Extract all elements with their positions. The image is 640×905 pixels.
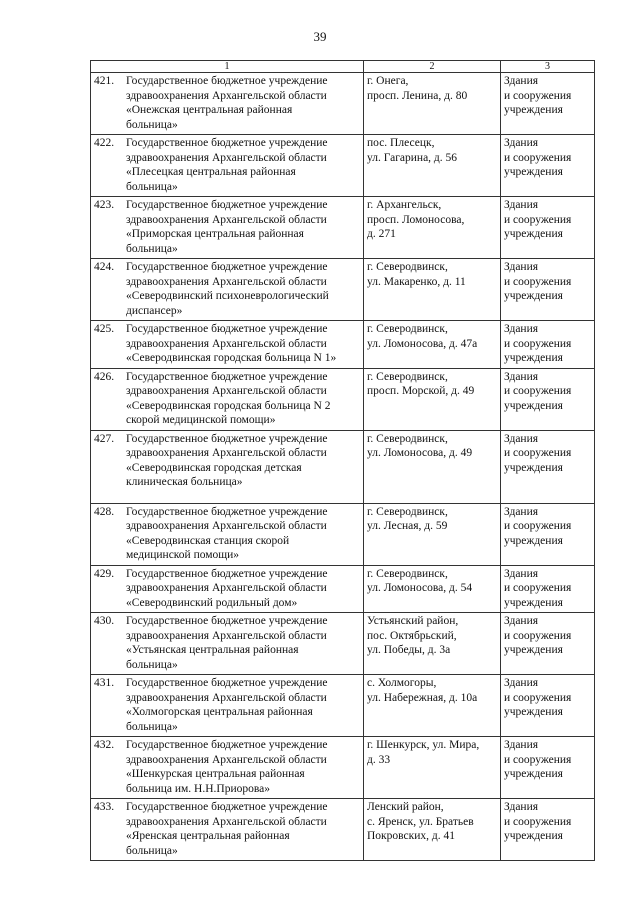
institution-name-line: здравоохранения Архангельской области [126,89,327,102]
institution-name-line: Государственное бюджетное учреждение [126,567,328,580]
property-type-cell [501,135,595,197]
property-type-line: и сооружения [504,520,572,532]
property-type-line: и сооружения [504,89,572,102]
row-number: 431. [94,677,115,689]
institution-cell [91,368,364,430]
address-line: просп. Морской, д. 49 [367,385,475,397]
property-type-cell [501,503,595,565]
table-row [91,73,595,135]
institution-name-line: больница» [126,658,178,671]
address-line: ул. Макаренко, д. 11 [367,275,466,288]
property-type-cell [501,737,595,799]
property-type-line: Здания [504,677,539,689]
institution-name-line: здравоохранения Архангельской области [126,275,327,288]
row-number: 425. [94,323,115,335]
institution-cell [91,613,364,675]
address-line: с. Яренск, ул. Братьев [367,815,474,828]
property-type-line: учреждения [504,830,563,842]
institution-name-line: «Устьянская центральная районная [126,644,299,656]
institution-name-line: Государственное бюджетное учреждение [126,739,328,751]
address-cell [364,321,501,369]
institution-name-line: «Онежская центральная районная [126,104,293,116]
institution-name-line: больница» [126,118,178,131]
property-type-line: учреждения [504,768,563,780]
table-row [91,259,595,321]
property-type-line: Здания [504,75,539,87]
institution-name-line: здравоохранения Архангельской области [126,520,327,532]
property-type-line: учреждения [504,290,563,302]
row-number: 429. [94,567,115,580]
address-line: просп. Ленина, д. 80 [367,89,468,102]
address-line: Покровских, д. 41 [367,830,455,842]
row-number: 426. [94,370,115,383]
property-type-line: и сооружения [504,213,572,226]
property-type-cell [501,321,595,369]
institution-cell [91,430,364,503]
property-type-line: Здания [504,739,539,751]
property-type-line: учреждения [504,534,563,547]
institution-cell [91,197,364,259]
property-type-line: и сооружения [504,151,572,164]
institution-name-line: Государственное бюджетное учреждение [126,370,328,383]
address-line: ул. Лесная, д. 59 [367,520,448,532]
table-row [91,135,595,197]
property-type-cell [501,675,595,737]
address-line: ул. Ломоносова, д. 54 [367,582,473,594]
property-type-line: и сооружения [504,629,572,642]
column-header: 2 [364,61,501,73]
table-row [91,565,595,613]
institution-name-line: «Северодвинский родильный дом» [126,596,298,609]
property-type-cell [501,613,595,675]
institution-name-line: Государственное бюджетное учреждение [126,75,328,87]
address-line: г. Северодвинск, [367,261,448,273]
institution-name-line: «Северодвинская станция скорой [126,534,290,547]
property-type-cell [501,259,595,321]
institution-name-line: больница им. Н.Н.Приорова» [126,782,271,795]
property-type-line: учреждения [504,596,563,609]
institution-name-line: здравоохранения Архангельской области [126,629,327,642]
address-line: г. Шенкурск, ул. Мира, [367,739,480,751]
property-type-line: учреждения [504,461,563,474]
property-type-line: Здания [504,199,539,211]
address-line: г. Архангельск, [367,199,442,211]
institution-name-line: диспансер» [126,304,183,317]
address-cell [364,135,501,197]
address-cell [364,197,501,259]
row-number: 423. [94,199,115,211]
address-cell [364,565,501,613]
property-type-line: Здания [504,505,539,518]
address-line: г. Онега, [367,75,409,87]
table-row [91,799,595,861]
property-type-line: и сооружения [504,337,572,350]
address-line: ул. Ломоносова, д. 47а [367,337,478,350]
property-type-cell [501,565,595,613]
institution-name-line: «Северодвинская городская детская [126,461,302,474]
property-type-line: Здания [504,567,539,580]
column-header: 3 [501,61,595,73]
institution-name-line: «Приморская центральная районная [126,228,304,240]
address-cell [364,675,501,737]
page-number: 39 [313,29,327,44]
property-type-cell [501,73,595,135]
property-type-line: и сооружения [504,447,572,459]
table-row [91,368,595,430]
row-number: 421. [94,75,115,87]
institution-name-line: «Плесецкая центральная районная [126,166,296,178]
address-line: д. 271 [367,228,396,240]
address-cell [364,368,501,430]
header-row [91,61,595,73]
column-header: 1 [91,61,364,73]
institution-name-line: Государственное бюджетное учреждение [126,323,328,335]
address-cell [364,503,501,565]
row-number: 422. [94,137,115,149]
institution-name-line: здравоохранения Архангельской области [126,213,327,226]
table-row [91,613,595,675]
institution-name-line: больница» [126,242,178,255]
property-type-line: и сооружения [504,691,572,704]
address-cell [364,259,501,321]
institution-name-line: медицинской помощи» [126,549,240,561]
institution-name-line: здравоохранения Архангельской области [126,337,327,350]
address-line: просп. Ломоносова, [367,213,465,226]
property-type-cell [501,368,595,430]
address-cell [364,430,501,503]
property-type-cell [501,430,595,503]
address-line: пос. Октябрьский, [367,629,457,642]
property-type-line: Здания [504,323,539,335]
address-line: д. 33 [367,753,391,766]
property-type-line: Здания [504,615,539,627]
institution-name-line: Государственное бюджетное учреждение [126,615,328,627]
row-number: 424. [94,261,115,273]
property-type-line: и сооружения [504,275,572,288]
institution-name-line: клиническая больница» [126,476,243,488]
property-type-line: Здания [504,261,539,273]
institution-cell [91,565,364,613]
address-line: ул. Набережная, д. 10а [367,691,478,704]
institution-name-line: Государственное бюджетное учреждение [126,432,328,445]
institution-name-line: Государственное бюджетное учреждение [126,801,328,813]
registry-table [90,60,595,861]
property-type-line: учреждения [504,228,563,240]
address-line: г. Северодвинск, [367,567,448,580]
property-type-line: учреждения [504,166,563,178]
institution-name-line: «Холмогорская центральная районная [126,706,313,718]
institution-cell [91,737,364,799]
institution-name-line: «Яренская центральная районная [126,830,290,842]
property-type-line: учреждения [504,706,563,718]
address-line: пос. Плесецк, [367,137,435,149]
row-number: 428. [94,505,115,518]
table-row [91,675,595,737]
address-line: г. Северодвинск, [367,370,448,383]
address-cell [364,737,501,799]
address-line: г. Северодвинск, [367,323,448,335]
row-number: 433. [94,801,115,813]
property-type-line: и сооружения [504,753,572,766]
address-line: Ленский район, [367,801,444,813]
institution-name-line: Государственное бюджетное учреждение [126,137,328,149]
table-row [91,430,595,503]
institution-name-line: здравоохранения Архангельской области [126,691,327,704]
row-number: 427. [94,432,115,445]
address-line: ул. Победы, д. 3а [367,644,451,656]
institution-name-line: здравоохранения Архангельской области [126,385,327,397]
institution-name-line: больница» [126,720,178,733]
property-type-line: учреждения [504,399,563,412]
address-line: Устьянский район, [367,615,459,627]
address-line: г. Северодвинск, [367,432,448,445]
address-cell [364,799,501,861]
institution-name-line: больница» [126,180,178,193]
institution-name-line: здравоохранения Архангельской области [126,582,327,594]
institution-cell [91,675,364,737]
property-type-line: учреждения [504,352,563,364]
institution-name-line: «Шенкурская центральная районная [126,768,305,780]
row-number: 430. [94,615,115,627]
institution-name-line: здравоохранения Архангельской области [126,815,327,828]
institution-name-line: «Северодвинская городская больница N 1» [126,352,337,364]
property-type-line: учреждения [504,104,563,116]
institution-name-line: Государственное бюджетное учреждение [126,199,328,211]
address-line: ул. Гагарина, д. 56 [367,151,458,164]
institution-name-line: здравоохранения Архангельской области [126,447,327,459]
address-line: г. Северодвинск, [367,505,448,518]
institution-name-line: Государственное бюджетное учреждение [126,505,328,518]
address-cell [364,613,501,675]
property-type-cell [501,799,595,861]
table-row [91,197,595,259]
property-type-line: Здания [504,137,539,149]
property-type-line: и сооружения [504,385,572,397]
property-type-line: Здания [504,801,539,813]
property-type-line: учреждения [504,644,563,656]
institution-name-line: «Северодвинская городская больница N 2 [126,399,331,412]
institution-name-line: Государственное бюджетное учреждение [126,677,328,689]
address-line: с. Холмогоры, [367,677,437,689]
address-line: ул. Ломоносова, д. 49 [367,447,473,459]
address-cell [364,73,501,135]
institution-cell [91,259,364,321]
institution-name-line: скорой медицинской помощи» [126,414,276,426]
institution-name-line: здравоохранения Архангельской области [126,151,327,164]
institution-name-line: «Северодвинский психоневрологический [126,290,329,302]
institution-cell [91,799,364,861]
table-row [91,321,595,369]
row-number: 432. [94,739,115,751]
property-type-line: и сооружения [504,815,572,828]
property-type-line: Здания [504,370,539,383]
property-type-line: и сооружения [504,582,572,594]
institution-cell [91,135,364,197]
table-row [91,503,595,565]
table-row [91,737,595,799]
institution-name-line: больница» [126,844,178,857]
institution-cell [91,503,364,565]
institution-cell [91,321,364,369]
institution-name-line: здравоохранения Архангельской области [126,753,327,766]
institution-name-line: Государственное бюджетное учреждение [126,261,328,273]
institution-cell [91,73,364,135]
property-type-cell [501,197,595,259]
property-type-line: Здания [504,432,539,445]
